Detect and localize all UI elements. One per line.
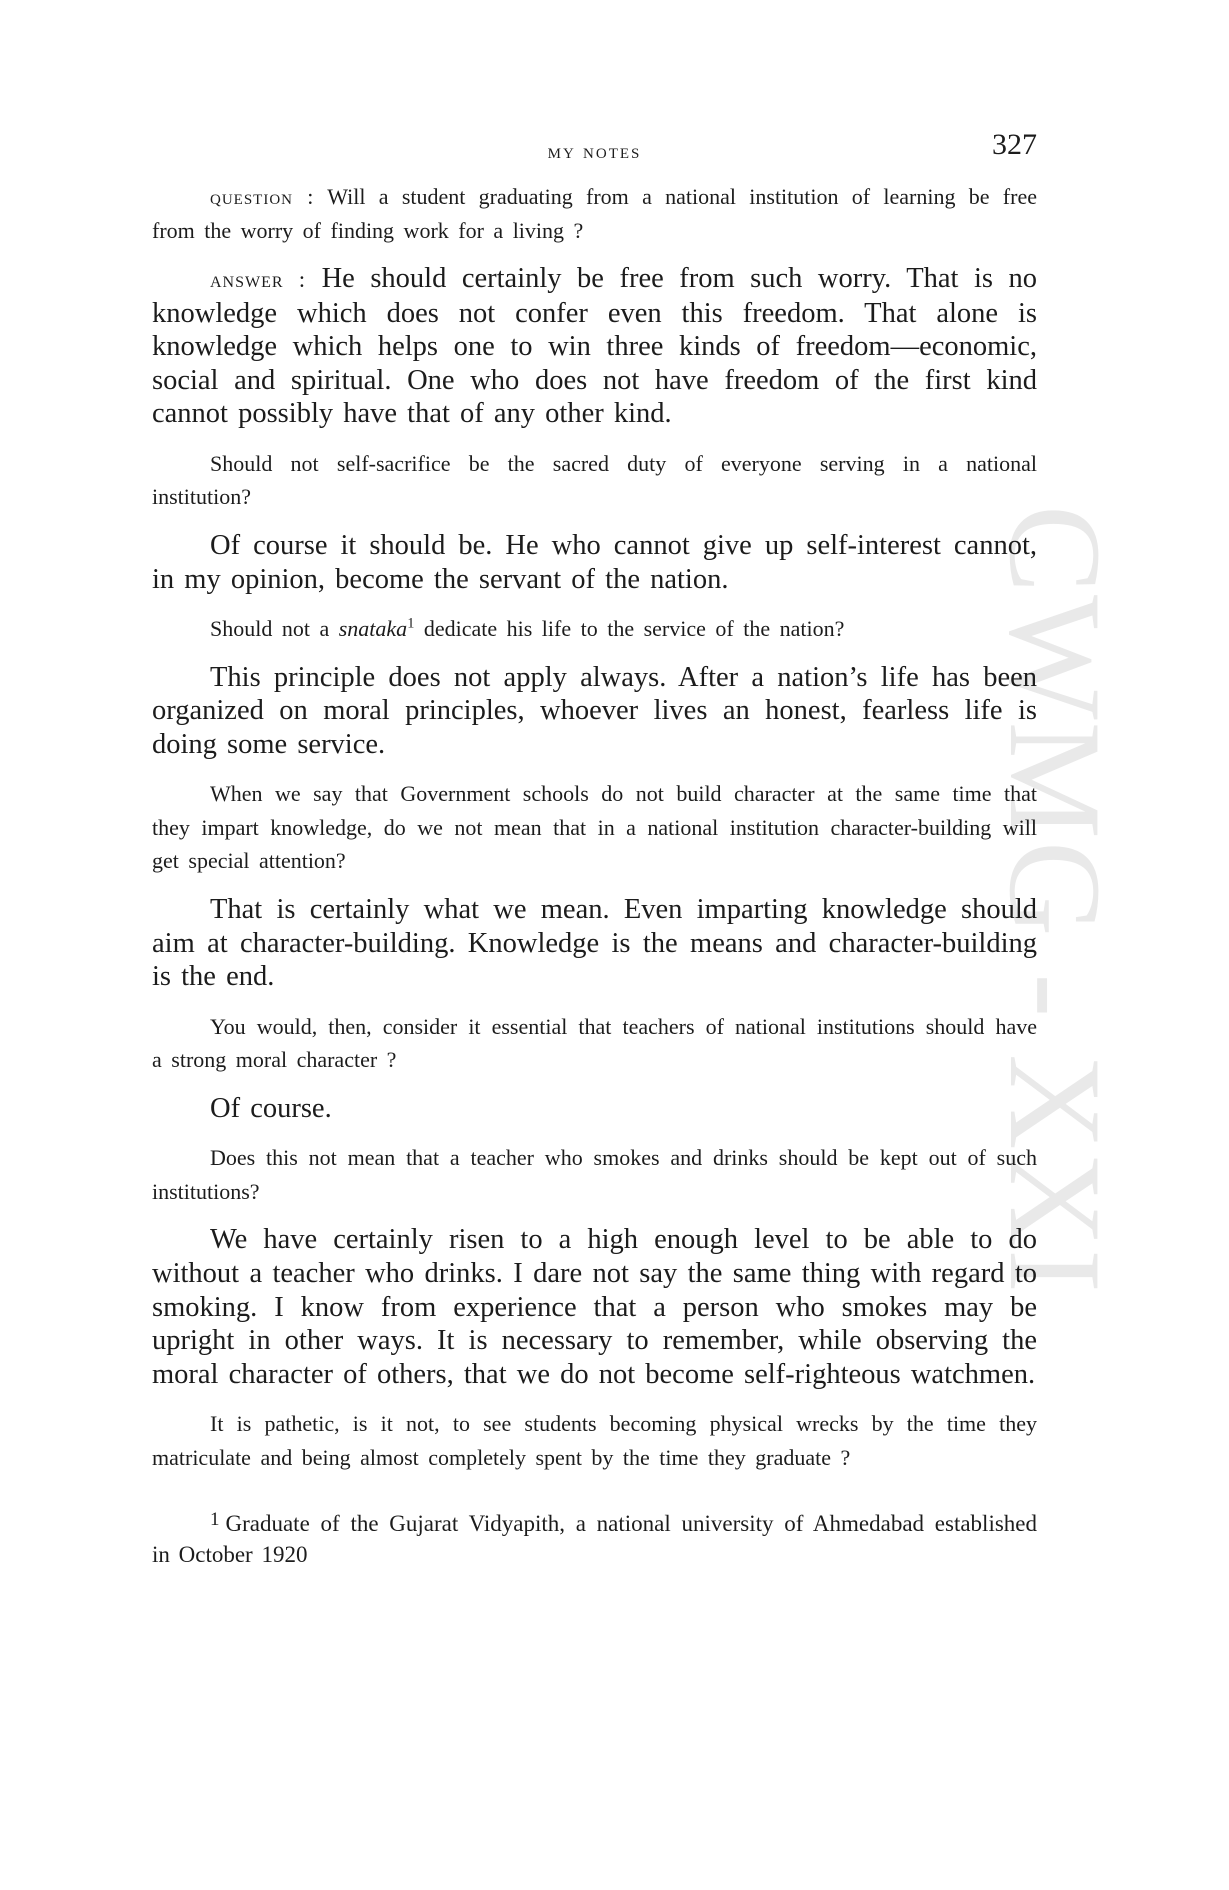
watermark-text: CWMG - XXI: [982, 505, 1129, 1295]
footnote-mark: 1: [210, 1509, 220, 1531]
question-label: question :: [210, 184, 315, 209]
snataka-term: snataka: [338, 616, 408, 642]
answer-text: That is certainly what we mean. Even imparting knowledge should aim at character-building. Knowledge is the means and character-building is the end.: [152, 893, 1037, 993]
answer-text: Of course.: [210, 1092, 332, 1124]
answer-text: This principle does not apply always. After a nation’s life has been organized on moral principles, whoever lives an honest, fearless life is doing some service.: [152, 661, 1037, 760]
answer-paragraph: [152, 1092, 1037, 1126]
footnote-text: Graduate of the Gujarat Vidyapith, a national university of Ahmedabad established in October 1920: [152, 1511, 1037, 1568]
question-text: Does this not mean that a teacher who smokes and drinks should be kept out of such institutions?: [152, 1145, 1037, 1204]
answer-text: Of course it should be. He who cannot give up self-interest cannot, in my opinion, become the servant of the nation.: [152, 529, 1037, 595]
question-paragraph: [152, 1010, 1037, 1077]
answer-paragraph: [152, 529, 1037, 596]
page-content: [152, 128, 1037, 1570]
question-paragraph: [152, 1407, 1037, 1474]
question-text: Will a student graduating from a national institution of learning be free from the worry of finding work for a living ?: [152, 184, 1037, 243]
question-text-pre: Should not a: [210, 616, 330, 642]
question-text: Should not self-sacrifice be the sacred duty of everyone serving in a national institution?: [152, 450, 1037, 510]
question-paragraph: [152, 612, 1037, 646]
answer-paragraph: [152, 893, 1037, 994]
question-text: It is pathetic, is it not, to see students becoming physical wrecks by the time they matriculate and being almost completely spent by the time they graduate ?: [152, 1411, 1037, 1470]
answer-paragraph: [152, 1223, 1037, 1391]
answer-paragraph: [152, 661, 1037, 762]
question-paragraph: [152, 180, 1037, 247]
question-paragraph: [152, 447, 1037, 514]
question-text: When we say that Government schools do not build character at the same time that they impart knowledge, do we not mean that in a national institution character-building will get special attention?: [152, 781, 1037, 874]
question-text: You would, then, consider it essential that teachers of national institutions should have a strong moral character ?: [152, 1013, 1037, 1073]
footnote: [152, 1504, 1037, 1570]
running-head: [152, 128, 1037, 168]
answer-text: He should certainly be free from such worry. That is no knowledge which does not confer even this freedom. That alone is knowledge which helps one to win three kinds of freedom—economic, social and spiritual. One who does not have freedom of the first kind cannot possibly have that of any other kind.: [152, 263, 1037, 430]
question-paragraph: [152, 1141, 1037, 1208]
running-head-title: my notes: [547, 139, 642, 163]
footnote-reference[interactable]: 1: [407, 615, 415, 632]
answer-paragraph: [152, 262, 1037, 431]
page-number: 327: [992, 128, 1037, 161]
answer-text: We have certainly risen to a high enough level to be able to do without a teacher who drinks. I dare not say the same thing with regard to smoking. I know from experience that a person who smokes may be upright in other ways. It is necessary to remember, while observing the moral character of others, that we do not become self-righteous watchmen.: [152, 1224, 1037, 1390]
question-text-post: dedicate his life to the service of the nation?: [423, 616, 845, 642]
answer-label: answer :: [210, 267, 307, 292]
question-paragraph: [152, 777, 1037, 878]
